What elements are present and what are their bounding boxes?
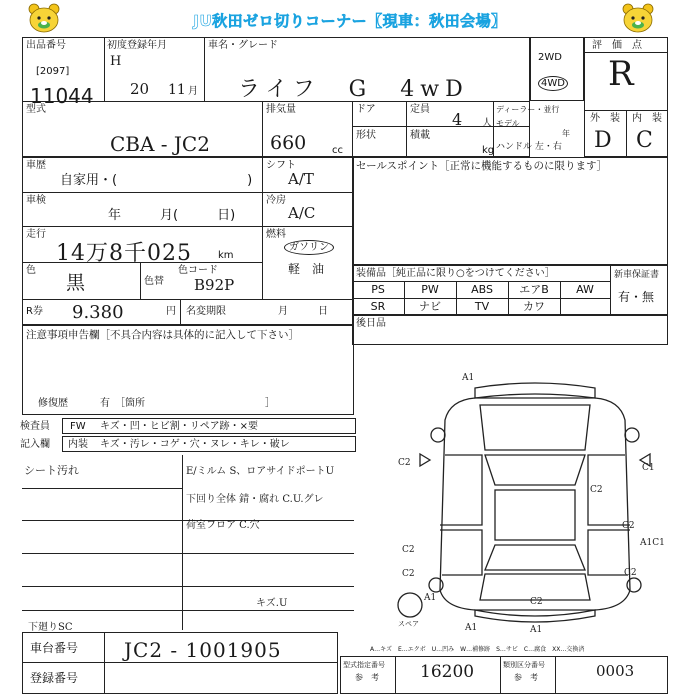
equip-aw: AW	[576, 283, 594, 296]
lot-no-value: 11044	[30, 84, 94, 108]
interior-tag: 内装	[68, 439, 88, 450]
fuel-diesel: 軽 油	[288, 262, 325, 276]
inspection-text: 年 月( 日)	[108, 208, 236, 223]
frame-no-value: JC2 - 1001905	[124, 638, 282, 662]
mascot-right-icon	[620, 2, 656, 34]
recolor-label: 色替	[144, 276, 164, 287]
mileage-value: 14万8千025	[56, 241, 192, 266]
year-suffix: 年	[562, 129, 570, 138]
hw-line-1: E/ミルム S、ロアサイドポートU	[186, 466, 335, 477]
evaluation-score: R	[608, 54, 634, 94]
person-label: 人	[482, 118, 492, 129]
type-value: 16200	[420, 662, 475, 682]
car-name-label: 車名・グレード	[208, 40, 278, 51]
car-name-value: ライフ G 4wD	[238, 77, 469, 102]
sub-code: [2097]	[36, 66, 70, 77]
model-value: CBA - JC2	[110, 132, 210, 156]
mark-a1c1-right: A1C1	[640, 538, 665, 548]
mark-c2-left: C2	[402, 545, 415, 555]
mark-c2-right: C2	[590, 485, 603, 495]
mark-a1-spare: A1	[424, 593, 437, 603]
hw-line-2: 下回り全体 錆・腐れ C.U.グレ	[186, 494, 324, 505]
yen-label: 円	[166, 306, 176, 317]
model-label: 型式	[26, 104, 46, 115]
inspection-label: 車検	[26, 195, 46, 206]
equip-pw: PW	[421, 283, 439, 296]
color-label: 色	[26, 265, 36, 276]
equip-navi: ナビ	[419, 300, 441, 313]
hw-line-3: 荷室フロア C.穴	[186, 520, 260, 531]
shift-label: シフト	[266, 160, 296, 171]
fuel-label: 燃料	[266, 229, 286, 240]
displacement-label: 排気量	[266, 104, 296, 115]
seat-note: シート汚れ	[24, 464, 79, 477]
class-value: 0003	[596, 662, 635, 680]
mark-c1-right: C1	[642, 463, 655, 473]
drive-4wd-circled: 4WD	[538, 76, 568, 91]
ac-label: 冷房	[266, 195, 286, 206]
mark-a1-rear-1: A1	[465, 623, 478, 633]
equip-ps: PS	[371, 283, 385, 296]
bottom-note: 下廻りSC	[28, 622, 73, 633]
drive-2wd-label: 2WD	[538, 52, 562, 63]
interior-label: 内 装	[632, 113, 662, 124]
mark-c2-rear-right: C2	[624, 568, 637, 578]
lot-no-label: 出品番号	[26, 40, 66, 51]
handle-label: ハンドル 左・右	[496, 142, 562, 152]
mark-c2-right-2: C2	[622, 521, 635, 531]
type-ref: 参 考	[355, 673, 379, 682]
shift-value: A/T	[288, 170, 314, 188]
car-damage-diagram	[390, 360, 690, 635]
type-label: 型式指定番号	[343, 661, 385, 669]
shape-label: 形状	[356, 130, 376, 141]
damage-legend: A…キズ E…エクボ U…凹み W…補修跡 S…サビ C…腐食 XX…交換済	[370, 646, 585, 653]
color-value: 黒	[66, 272, 86, 294]
header-title: JU秋田ゼロ切りコーナー【現車：秋田会場】	[193, 12, 507, 30]
repair-label: 修復歴	[38, 398, 68, 409]
notes-title: 注意事項申告欄［不具合内容は具体的に記入して下さい］	[26, 329, 299, 341]
frame-no-label: 車台番号	[30, 641, 79, 655]
kg-label: kg	[482, 145, 495, 156]
door-label: ドア	[356, 104, 376, 115]
era-value: H	[110, 54, 122, 69]
equip-sr: SR	[370, 300, 386, 313]
capacity-label: 定員	[410, 104, 430, 115]
first-reg-label: 初度登録年月	[107, 40, 167, 51]
color-code-value: B92P	[194, 276, 235, 294]
new-car-label: 新車保証書	[614, 270, 660, 280]
mark-a1-front: A1	[462, 373, 475, 383]
km-label: km	[218, 250, 234, 261]
color-code-label: 色コード	[178, 265, 218, 276]
fuel-gasoline-circled: ガソリン	[284, 240, 334, 255]
capacity-value: 4	[452, 110, 463, 129]
sales-frame	[352, 157, 668, 265]
equipment-title: 装備品［純正品に限り○をつけてください］	[356, 268, 555, 279]
exterior-grade: D	[594, 128, 612, 153]
drive-box	[530, 37, 584, 101]
mark-c2-rear: C2	[530, 597, 543, 607]
inspector-label: 検査員	[20, 421, 50, 432]
history-label: 車歴	[26, 160, 46, 171]
reg-year-value: 20	[130, 80, 150, 98]
cc-label: cc	[332, 145, 343, 156]
mark-spare: スペア	[398, 620, 419, 628]
mark-c2-left-rear: C2	[402, 569, 415, 579]
equip-tv: TV	[474, 300, 490, 313]
r-label: R券	[26, 306, 43, 317]
interior-grade: C	[636, 128, 653, 153]
evaluation-label: 評 価 点	[592, 40, 642, 51]
repair-text: 有 ［箇所 ］	[100, 398, 275, 409]
hw-line-4: キズ.U	[256, 598, 288, 609]
reg-month-value: 11	[168, 82, 186, 98]
reg-no-label: 登録番号	[30, 671, 79, 685]
class-label: 類別区分番号	[503, 661, 545, 669]
sales-title: セールスポイント［正常に機能するものに限ります］	[356, 160, 608, 172]
name-change-text: 月 日	[278, 306, 328, 317]
post-item-label: 後日品	[356, 318, 386, 329]
exterior-label: 外 装	[590, 113, 620, 124]
equip-abs: ABS	[471, 283, 493, 296]
model-year-label: モデル	[496, 119, 520, 128]
mark-a1-rear-2: A1	[530, 625, 543, 635]
name-change-label: 名変期限	[186, 306, 226, 317]
month-mark: 月	[188, 86, 198, 97]
r-value: 9.380	[72, 302, 124, 323]
post-item-frame	[352, 315, 668, 345]
mark-c2-front-left: C2	[398, 458, 411, 468]
load-label: 積載	[410, 130, 430, 141]
new-car-value: 有・無	[618, 290, 655, 304]
dealer-label: ディーラー・並行	[496, 105, 560, 114]
header-bar	[0, 0, 700, 36]
mileage-label: 走行	[26, 229, 46, 240]
history-text: 自家用・( )	[60, 173, 253, 188]
fw-tag: FW	[70, 421, 86, 432]
class-ref: 参 考	[514, 673, 538, 682]
displacement-value: 660	[270, 132, 307, 154]
entry-label: 記入欄	[20, 439, 50, 450]
interior-items: キズ・汚レ・コゲ・穴・ヌレ・キレ・破レ	[100, 439, 290, 450]
equip-leather: カワ	[523, 300, 545, 313]
fw-items: キズ・凹・ヒビ割・リペア跡・×要	[100, 421, 258, 432]
ac-value: A/C	[288, 204, 316, 222]
equip-airbag: エアB	[519, 283, 549, 296]
